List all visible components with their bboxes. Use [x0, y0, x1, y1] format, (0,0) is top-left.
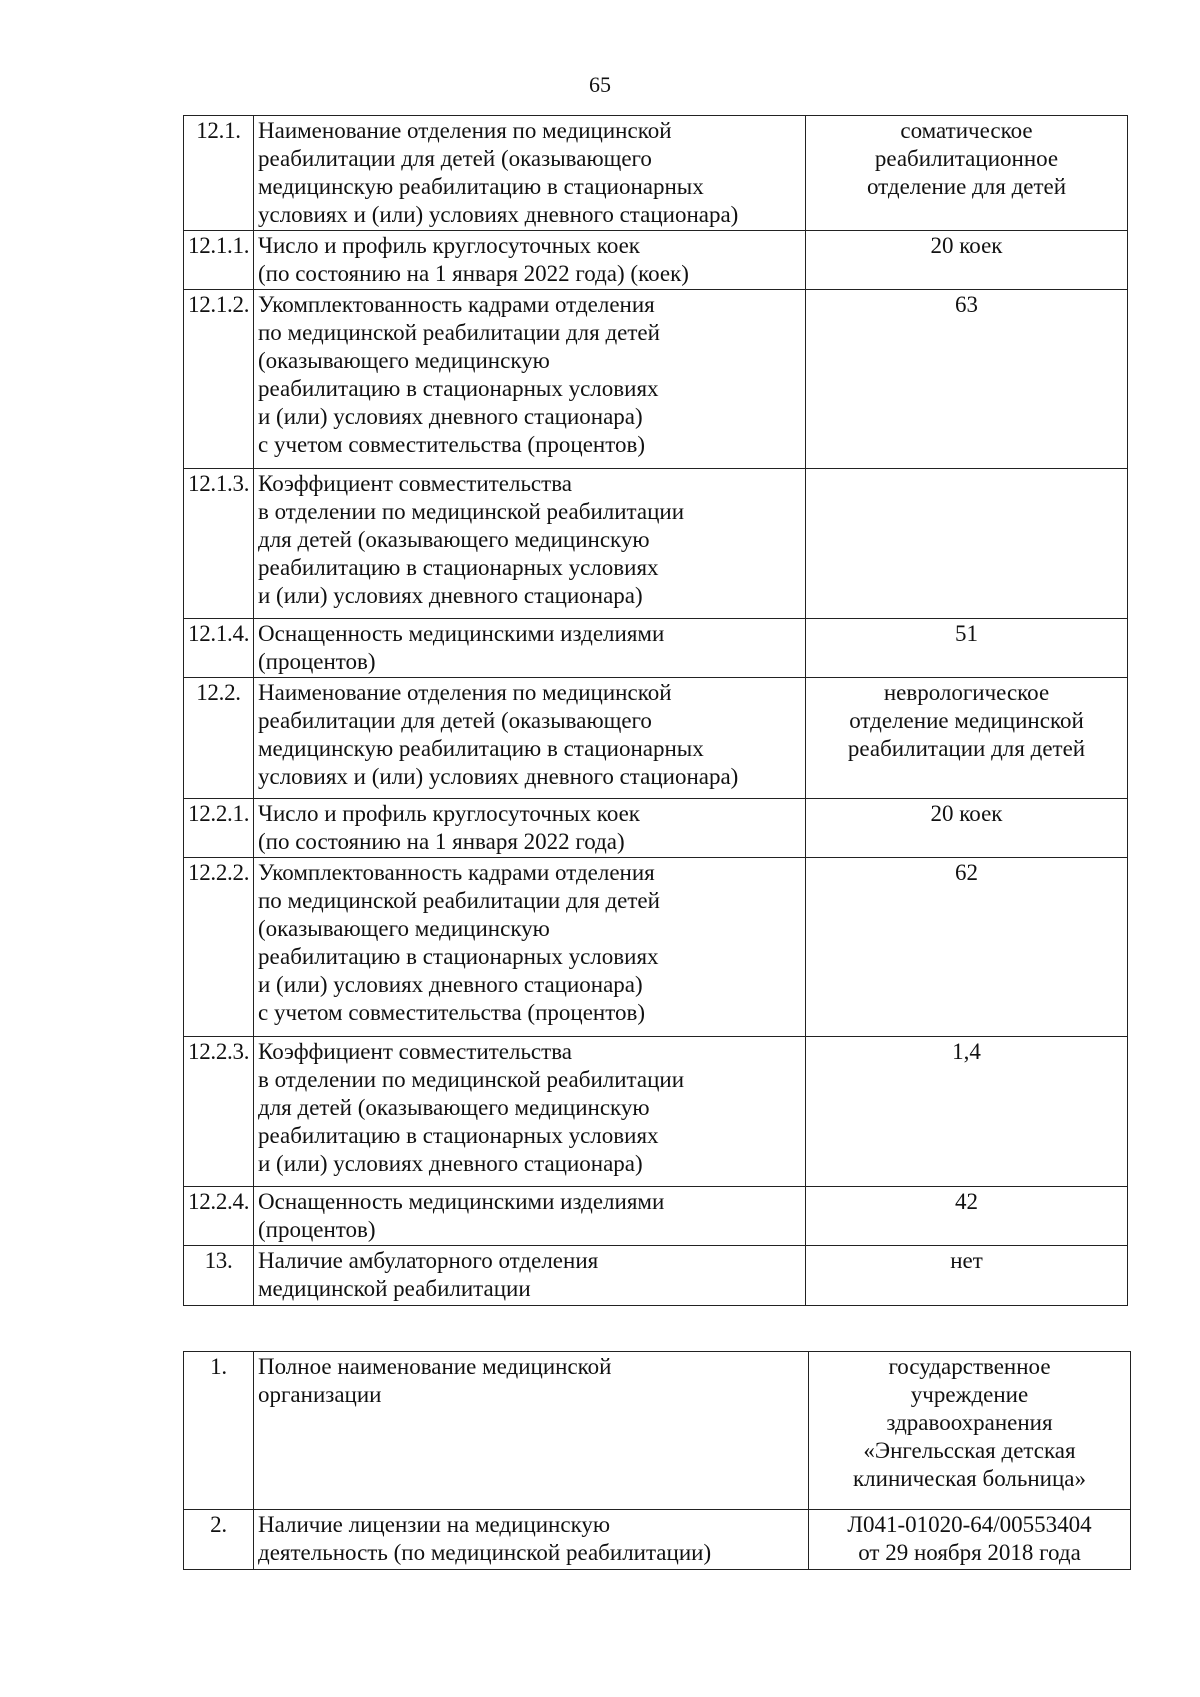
row-description: Укомплектованность кадрами отделения по медицинской реабилитации для детей (оказывающего медицинскую реабилитацию в стационарных условиях и (или) условиях дневного стационара) с учетом совместительства (процентов) [254, 290, 806, 469]
row-description: Коэффициент совместительства в отделении по медицинской реабилитации для детей (оказывающего медицинскую реабилитацию в стационарных условиях и (или) условиях дневного стационара) [254, 1037, 806, 1187]
row-description: Наличие лицензии на медицинскую деятельность (по медицинской реабилитации) [254, 1510, 809, 1570]
table-row [184, 1187, 1128, 1246]
row-value: 20 коек [806, 231, 1128, 290]
row-description: Оснащенность медицинскими изделиями (процентов) [254, 1187, 806, 1246]
row-value: соматическое реабилитационное отделение для детей [806, 116, 1128, 231]
table-row [184, 116, 1128, 231]
row-value: неврологическое отделение медицинской реабилитации для детей [806, 678, 1128, 799]
row-description: Наименование отделения по медицинской реабилитации для детей (оказывающего медицинскую реабилитацию в стационарных условиях и (или) условиях дневного стационара) [254, 678, 806, 799]
table-row [184, 678, 1128, 799]
row-description: Наличие амбулаторного отделения медицинской реабилитации [254, 1246, 806, 1306]
row-value [806, 469, 1128, 619]
row-value: 20 коек [806, 799, 1128, 858]
row-number: 12.1.2. [184, 290, 254, 469]
row-value: 1,4 [806, 1037, 1128, 1187]
row-number: 2. [184, 1510, 254, 1570]
row-number: 12.2.3. [184, 1037, 254, 1187]
row-number: 12.2.1. [184, 799, 254, 858]
row-value: 51 [806, 619, 1128, 678]
table-row [184, 469, 1128, 619]
row-value: нет [806, 1246, 1128, 1306]
table-row [184, 1246, 1128, 1306]
table-row [184, 290, 1128, 469]
table-row [184, 1352, 1131, 1510]
row-number: 13. [184, 1246, 254, 1306]
table-row [184, 1037, 1128, 1187]
organization-info-table [183, 1351, 1131, 1570]
row-description: Коэффициент совместительства в отделении по медицинской реабилитации для детей (оказывающего медицинскую реабилитацию в стационарных условиях и (или) условиях дневного стационара) [254, 469, 806, 619]
table-row [184, 619, 1128, 678]
page-number: 65 [589, 72, 611, 97]
row-description: Укомплектованность кадрами отделения по медицинской реабилитации для детей (оказывающего медицинскую реабилитацию в стационарных условиях и (или) условиях дневного стационара) с учетом совместительства (процентов) [254, 858, 806, 1037]
row-description: Оснащенность медицинскими изделиями (процентов) [254, 619, 806, 678]
row-value: государственное учреждение здравоохранения «Энгельсская детская клиническая больница» [809, 1352, 1131, 1510]
table-row [184, 858, 1128, 1037]
row-description: Число и профиль круглосуточных коек (по состоянию на 1 января 2022 года) [254, 799, 806, 858]
row-description: Полное наименование медицинской организации [254, 1352, 809, 1510]
table-row [184, 231, 1128, 290]
row-number: 12.2. [184, 678, 254, 799]
row-number: 12.1.4. [184, 619, 254, 678]
row-number: 12.2.2. [184, 858, 254, 1037]
row-value: 63 [806, 290, 1128, 469]
row-number: 12.1.1. [184, 231, 254, 290]
row-value: 62 [806, 858, 1128, 1037]
row-number: 12.1.3. [184, 469, 254, 619]
row-description: Число и профиль круглосуточных коек (по состоянию на 1 января 2022 года) (коек) [254, 231, 806, 290]
row-value: Л041-01020-64/00553404 от 29 ноября 2018 года [809, 1510, 1131, 1570]
row-number: 12.2.4. [184, 1187, 254, 1246]
row-description: Наименование отделения по медицинской реабилитации для детей (оказывающего медицинскую реабилитацию в стационарных условиях и (или) условиях дневного стационара) [254, 116, 806, 231]
row-value: 42 [806, 1187, 1128, 1246]
row-number: 1. [184, 1352, 254, 1510]
rehabilitation-departments-table [183, 115, 1128, 1306]
table-row [184, 799, 1128, 858]
row-number: 12.1. [184, 116, 254, 231]
table-row [184, 1510, 1131, 1570]
